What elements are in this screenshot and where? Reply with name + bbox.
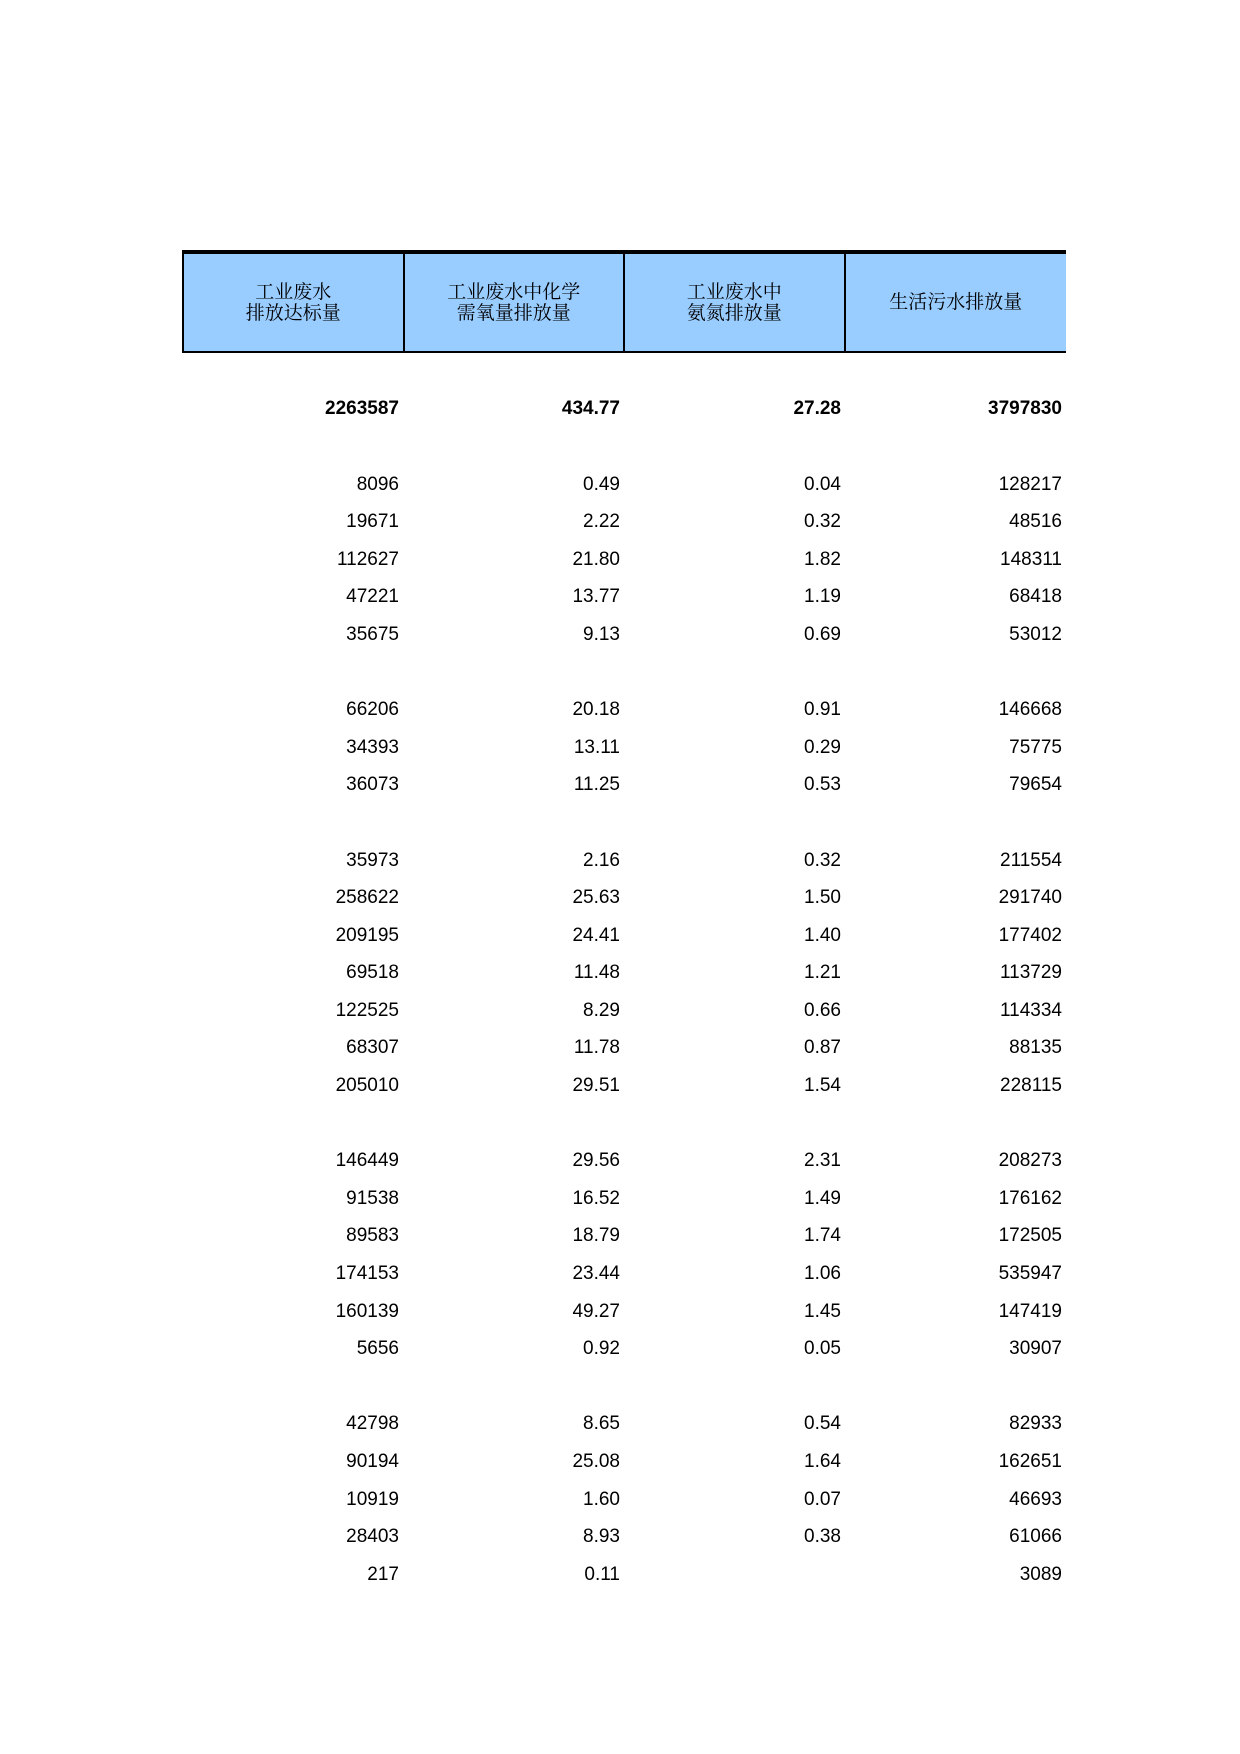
table-cell: 112627 <box>337 548 399 570</box>
table-cell: 217 <box>367 1563 399 1585</box>
table-cell: 13.77 <box>572 586 620 608</box>
table-cell: 113729 <box>1000 962 1062 984</box>
table-cell: 205010 <box>335 1075 399 1097</box>
table-cell: 146668 <box>998 699 1062 721</box>
table-body <box>182 353 1066 1594</box>
table-cell: 0.91 <box>804 699 841 721</box>
table-cell: 1.49 <box>804 1187 841 1209</box>
table-row <box>182 579 1066 617</box>
header-label: 工业废水中 氨氮排放量 <box>686 280 782 324</box>
table-row <box>182 767 1066 805</box>
header-label: 工业废水 排放达标量 <box>245 280 341 324</box>
table-cell: 75775 <box>1009 736 1062 758</box>
table-row <box>182 992 1066 1030</box>
table-cell: 2.31 <box>804 1150 841 1172</box>
table-cell: 20.18 <box>572 699 620 721</box>
table-cell: 211554 <box>1000 849 1062 871</box>
table-cell: 0.29 <box>804 736 841 758</box>
table-row <box>182 1255 1066 1293</box>
table-cell: 0.54 <box>804 1413 841 1435</box>
table-cell: 48516 <box>1009 511 1062 533</box>
table-cell: 47221 <box>346 586 399 608</box>
table-cell: 16.52 <box>572 1187 620 1209</box>
table-cell: 258622 <box>335 887 399 909</box>
table-cell: 162651 <box>998 1451 1062 1473</box>
table-row <box>182 616 1066 654</box>
table-row <box>182 1180 1066 1218</box>
table-cell: 13.11 <box>573 736 620 758</box>
table-cell: 176162 <box>998 1187 1062 1209</box>
table-row <box>182 1218 1066 1256</box>
table-cell: 174153 <box>335 1263 399 1285</box>
table-cell: 535947 <box>998 1263 1062 1285</box>
table-cell: 1.06 <box>804 1263 841 1285</box>
table-cell: 8.65 <box>583 1413 620 1435</box>
table-cell: 91538 <box>346 1187 399 1209</box>
table-cell: 0.05 <box>804 1338 841 1360</box>
table-cell: 69518 <box>346 962 399 984</box>
total-row <box>182 391 1066 429</box>
table-cell: 35675 <box>346 623 399 645</box>
table-cell: 23.44 <box>572 1263 620 1285</box>
table-cell: 148311 <box>1000 548 1062 570</box>
table-cell: 34393 <box>346 736 399 758</box>
table-row <box>182 1330 1066 1368</box>
header-industrial-cod-discharge <box>405 254 626 351</box>
table-cell: 36073 <box>346 774 399 796</box>
table-cell: 53012 <box>1009 623 1062 645</box>
table-row <box>182 691 1066 729</box>
table-cell: 18.79 <box>572 1225 620 1247</box>
total-cell: 2263587 <box>325 398 399 420</box>
table-cell: 79654 <box>1009 774 1062 796</box>
table-cell: 1.74 <box>804 1225 841 1247</box>
table-cell: 291740 <box>998 887 1062 909</box>
row-gap <box>182 353 1066 391</box>
table-row <box>182 466 1066 504</box>
table-cell: 5656 <box>356 1338 399 1360</box>
table-cell: 25.63 <box>572 887 620 909</box>
table-cell: 8.29 <box>583 999 620 1021</box>
table-row <box>182 1481 1066 1519</box>
table-cell: 128217 <box>998 473 1062 495</box>
table-row <box>182 1293 1066 1331</box>
table-cell: 1.40 <box>804 924 841 946</box>
table-cell: 160139 <box>335 1300 399 1322</box>
table-cell: 11.25 <box>573 774 620 796</box>
table-row <box>182 917 1066 955</box>
table-cell: 9.13 <box>583 623 620 645</box>
table-cell: 11.78 <box>573 1037 620 1059</box>
table-row <box>182 1142 1066 1180</box>
table-row <box>182 1067 1066 1105</box>
table-cell: 29.51 <box>572 1075 620 1097</box>
table-cell: 1.21 <box>804 962 841 984</box>
table-row <box>182 1556 1066 1594</box>
row-gap <box>182 654 1066 692</box>
table-cell: 8.93 <box>583 1526 620 1548</box>
table-cell: 90194 <box>346 1451 399 1473</box>
table-cell: 147419 <box>998 1300 1062 1322</box>
table-cell: 1.19 <box>804 586 841 608</box>
table-row <box>182 842 1066 880</box>
total-cell: 434.77 <box>561 398 620 420</box>
table-row <box>182 1518 1066 1556</box>
total-cell: 27.28 <box>793 398 841 420</box>
row-gap <box>182 428 1066 466</box>
table-cell: 68418 <box>1009 586 1062 608</box>
table-cell: 25.08 <box>572 1451 620 1473</box>
total-cell: 3797830 <box>988 398 1062 420</box>
table-cell: 1.60 <box>583 1488 620 1510</box>
header-industrial-ammonia-discharge <box>625 254 846 351</box>
table-row <box>182 1443 1066 1481</box>
header-label: 生活污水排放量 <box>889 291 1023 313</box>
table-row <box>182 879 1066 917</box>
table-cell: 68307 <box>346 1037 399 1059</box>
table-row <box>182 541 1066 579</box>
table-cell: 0.66 <box>804 999 841 1021</box>
table-cell: 208273 <box>998 1150 1062 1172</box>
table-cell: 10919 <box>346 1488 399 1510</box>
table-cell: 66206 <box>346 699 399 721</box>
table-cell: 46693 <box>1009 1488 1062 1510</box>
header-industrial-wastewater-compliant <box>184 254 405 351</box>
table-cell: 0.07 <box>804 1488 841 1510</box>
table-cell: 29.56 <box>572 1150 620 1172</box>
table-cell: 0.32 <box>804 511 841 533</box>
table-row <box>182 1030 1066 1068</box>
row-gap <box>182 804 1066 842</box>
table-header <box>182 250 1066 353</box>
table-cell: 19671 <box>346 511 399 533</box>
header-domestic-sewage-discharge <box>846 254 1067 351</box>
table-cell: 177402 <box>998 924 1062 946</box>
table-cell: 89583 <box>346 1225 399 1247</box>
table-cell: 0.38 <box>804 1526 841 1548</box>
table-cell: 0.49 <box>583 473 620 495</box>
table-cell: 172505 <box>998 1225 1062 1247</box>
table-cell: 2.22 <box>583 511 620 533</box>
table-cell: 0.32 <box>804 849 841 871</box>
table-cell: 114334 <box>1000 999 1062 1021</box>
table-cell: 0.92 <box>583 1338 620 1360</box>
row-gap <box>182 1368 1066 1406</box>
table-cell: 11.48 <box>573 962 620 984</box>
table-cell: 1.50 <box>804 887 841 909</box>
table-cell: 1.54 <box>804 1075 841 1097</box>
table-row <box>182 955 1066 993</box>
row-gap <box>182 1105 1066 1143</box>
table-cell: 0.87 <box>804 1037 841 1059</box>
table-cell: 82933 <box>1009 1413 1062 1435</box>
table-cell: 49.27 <box>572 1300 620 1322</box>
table-cell: 0.69 <box>804 623 841 645</box>
table-cell: 61066 <box>1009 1526 1062 1548</box>
table-cell: 228115 <box>1000 1075 1062 1097</box>
table-cell: 28403 <box>346 1526 399 1548</box>
table-cell: 1.45 <box>804 1300 841 1322</box>
table-row <box>182 729 1066 767</box>
table-cell: 2.16 <box>583 849 620 871</box>
statistics-table <box>182 250 1066 1594</box>
table-cell: 35973 <box>346 849 399 871</box>
table-cell: 1.64 <box>804 1451 841 1473</box>
table-cell: 42798 <box>346 1413 399 1435</box>
table-row <box>182 503 1066 541</box>
table-cell: 146449 <box>335 1150 399 1172</box>
table-cell: 0.11 <box>584 1563 620 1585</box>
table-cell: 24.41 <box>572 924 620 946</box>
table-row <box>182 1406 1066 1444</box>
table-cell: 1.82 <box>804 548 841 570</box>
table-cell: 209195 <box>335 924 399 946</box>
header-label: 工业废水中化学 需氧量排放量 <box>447 280 581 324</box>
table-cell: 0.04 <box>804 473 841 495</box>
table-cell: 0.53 <box>804 774 841 796</box>
table-cell: 30907 <box>1009 1338 1062 1360</box>
table-cell: 3089 <box>1019 1563 1062 1585</box>
table-cell: 122525 <box>335 999 399 1021</box>
table-cell: 21.80 <box>572 548 620 570</box>
table-cell: 88135 <box>1009 1037 1062 1059</box>
table-cell: 8096 <box>356 473 399 495</box>
